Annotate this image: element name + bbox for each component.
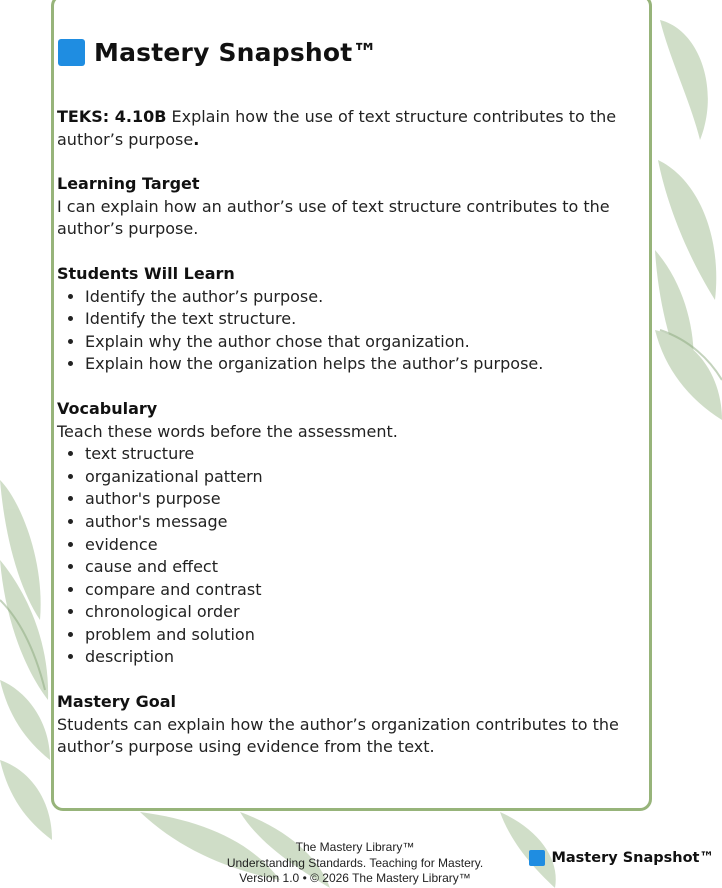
learning-target-heading: Learning Target	[57, 174, 200, 194]
teks-code: TEKS: 4.10B	[57, 107, 167, 126]
vocab-item: • text structure	[85, 443, 627, 466]
students-will-learn-list	[57, 286, 627, 376]
vocabulary-intro: Teach these words before the assessment.	[57, 421, 398, 441]
learning-target-section	[57, 173, 627, 241]
mastery-goal-text: Students can explain how the author’s organization contributes to the author’s purpose using evidence from the text.	[57, 714, 619, 757]
list-item: • Explain why the author chose that organization.	[85, 331, 627, 354]
vocab-item: • organizational pattern	[85, 466, 627, 489]
vocab-item: • author's message	[85, 511, 627, 534]
vocab-item: • evidence	[85, 534, 627, 557]
footer-tagline: Understanding Standards. Teaching for Mastery.	[226, 855, 484, 870]
students-will-learn-section	[57, 263, 627, 376]
vocab-item: • chronological order	[85, 601, 627, 624]
vocabulary-section	[57, 398, 627, 669]
footer-version: Version 1.0 • © 2026 The Mastery Library™	[239, 871, 471, 885]
vocab-item: • author's purpose	[85, 488, 627, 511]
title-text: Mastery Snapshot™	[94, 38, 378, 67]
snapshot-content	[57, 106, 627, 759]
blue-square-icon	[58, 39, 85, 66]
mastery-goal-section	[57, 691, 627, 759]
list-item: • Explain how the organization helps the author’s purpose.	[85, 353, 627, 376]
teks-statement	[57, 106, 627, 151]
mastery-goal-heading: Mastery Goal	[57, 692, 177, 712]
page-footer	[205, 840, 505, 887]
students-will-learn-heading: Students Will Learn	[57, 263, 235, 283]
vocabulary-heading: Vocabulary	[57, 398, 158, 418]
footer-library-name: The Mastery Library™	[295, 840, 415, 854]
teks-text: Explain how the use of text structure contributes to the author’s purpose	[57, 107, 617, 149]
blue-square-icon	[529, 850, 545, 866]
list-item: • Identify the author’s purpose.	[85, 286, 627, 309]
list-item: • Identify the text structure.	[85, 308, 627, 331]
vocab-item: • cause and effect	[85, 556, 627, 579]
learning-target-text: I can explain how an author’s use of text structure contributes to the author’s purpose.	[57, 196, 610, 239]
footer-brand	[529, 850, 714, 866]
vocab-item: • compare and contrast	[85, 579, 627, 602]
vocab-item: • description	[85, 646, 627, 669]
vocabulary-list	[57, 443, 627, 669]
teks-period: .	[193, 129, 200, 149]
vocab-item: • problem and solution	[85, 624, 627, 647]
footer-brand-text: Mastery Snapshot™	[551, 850, 714, 866]
page-title	[58, 38, 378, 67]
